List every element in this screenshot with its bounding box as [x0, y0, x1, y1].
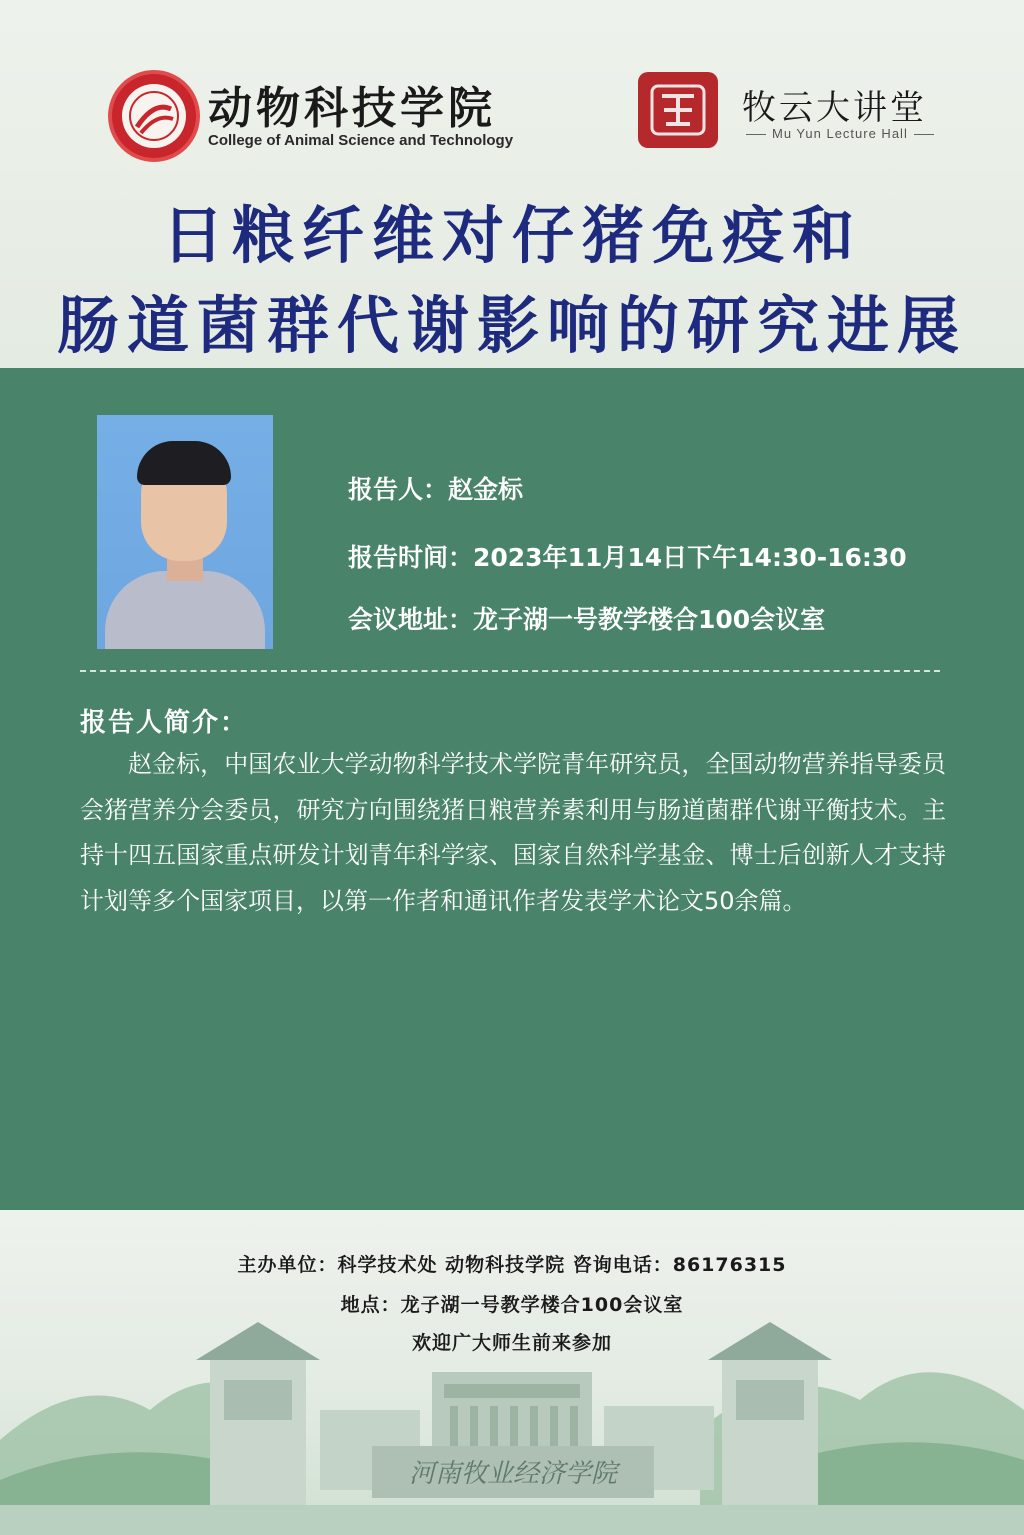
lecture-title-line-1: 日粮纤维对仔猪免疫和	[161, 199, 862, 272]
speaker-portrait	[97, 415, 273, 649]
lecture-time: 报告时间：2023年11月14日下午14:30-16:30	[348, 543, 907, 572]
bio-heading: 报告人简介：	[80, 708, 249, 738]
hall-name-cn: 牧云大讲堂	[742, 88, 927, 128]
bio-text: 赵金标，中国农业大学动物科学技术学院青年研究员，全国动物营养指导委员会猪营养分会委员，研究方向围绕猪日粮营养素利用与肠道菌群代谢平衡技术。主持十四五国家重点研发计划青年科学家、国家自然科学基金、博士后创新人才支持计划等多个国家项目，以第一作者和通讯作者发表学术论文50余篇。	[80, 750, 946, 915]
lecture-venue: 会议地址：龙子湖一号教学楼合100会议室	[348, 605, 826, 634]
dashed-divider	[80, 670, 940, 672]
poster-footer	[0, 1210, 1024, 1535]
organizer-line: 主办单位：科学技术处 动物科技学院 咨询电话：86176315	[237, 1254, 787, 1276]
location-line: 地点：龙子湖一号教学楼合100会议室	[340, 1294, 684, 1316]
college-name-en: College of Animal Science and Technology	[208, 132, 514, 149]
college-emblem-icon	[108, 70, 200, 162]
welcome-line: 欢迎广大师生前来参加	[411, 1332, 612, 1354]
gate-inscription: 河南牧业经济学院	[408, 1459, 618, 1489]
poster-header	[0, 0, 1024, 368]
portrait-shirt	[105, 571, 265, 649]
portrait-hair	[137, 441, 231, 485]
hall-name-en: Mu Yun Lecture Hall	[740, 126, 940, 141]
poster-main	[0, 368, 1024, 1210]
lecture-title-line-2: 肠道菌群代谢影响的研究进展	[56, 289, 967, 362]
speaker-name: 报告人：赵金标	[348, 475, 524, 504]
red-seal-icon	[638, 72, 718, 148]
college-name-cn: 动物科技学院	[208, 83, 496, 134]
